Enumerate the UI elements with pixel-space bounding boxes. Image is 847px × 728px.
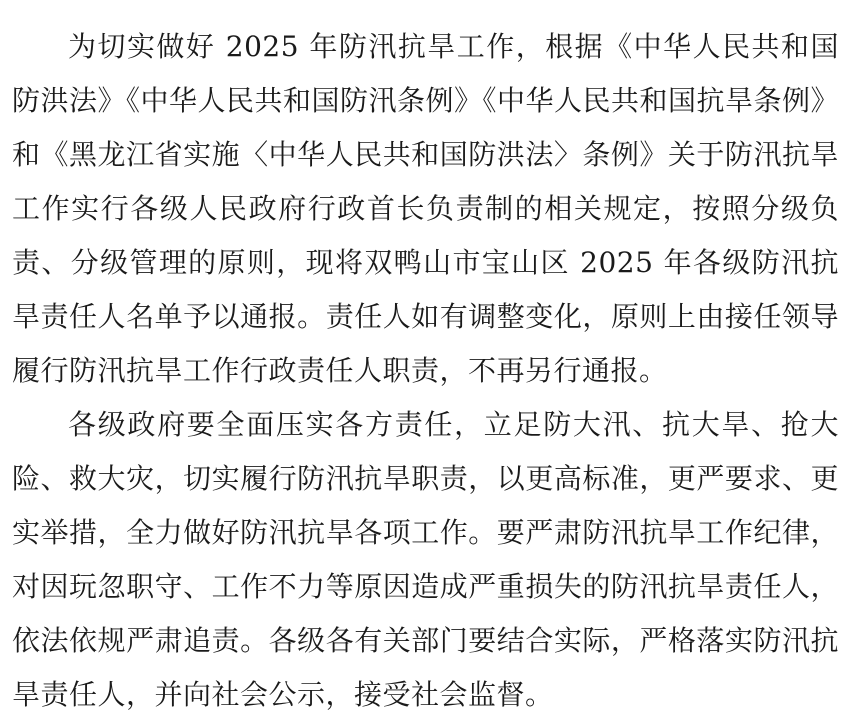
paragraph-duty-requirements: 各级政府要全面压实各方责任，立足防大汛、抗大旱、抢大险、救大灾，切实履行防汛抗旱职责，以更高标准，更严要求、更实举措，全力做好防汛抗旱各项工作。要严肃防汛抗旱工作纪律，对因玩忽职守、工作不力等原因造成严重损失的防汛抗旱责任人，依法依规严肃追责。各级各有关部门要结合实际，严格落实防汛抗旱责任人，并向社会公示，接受社会监督。 xyxy=(12,408,839,711)
paragraph-responsibility-notice: 为切实做好 2025 年防汛抗旱工作，根据《中华人民共和国防洪法》《中华人民共和国防汛条例》《中华人民共和国抗旱条例》和《黑龙江省实施〈中华人民共和国防洪法〉条例》关于防汛抗旱工作实行各级人民政府行政首长负责制的相关规定，按照分级负责、分级管理的原则，现将双鸭山市宝山区 2025 年各级防汛抗旱责任人名单予以通报。责任人如有调整变化，原则上由接任领导履行防汛抗旱工作行政责任人职责，不再另行通报。 xyxy=(12,30,840,387)
